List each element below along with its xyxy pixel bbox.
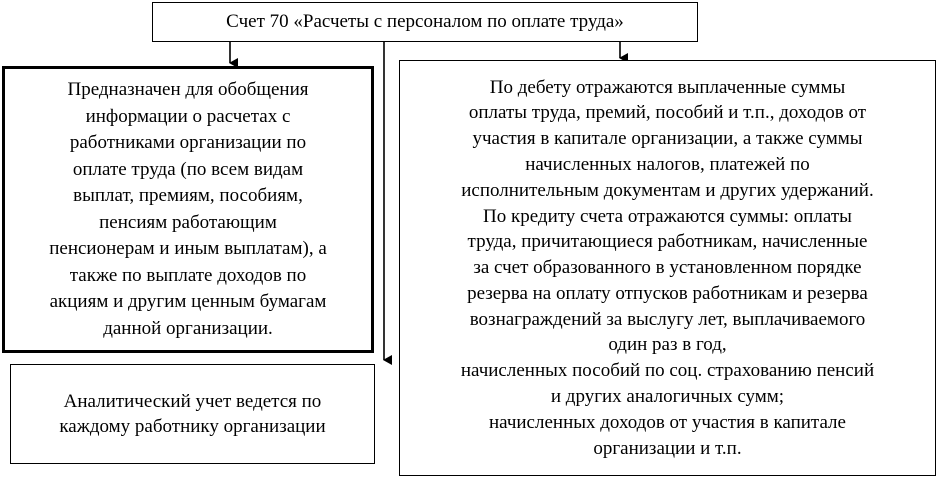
debit-credit-box	[399, 60, 936, 476]
debit-credit-text	[461, 75, 874, 462]
entries-line: исполнительным документам и других удержаний.	[461, 179, 874, 201]
purpose-line: акциям и другим ценным бумагам	[49, 291, 327, 312]
analytic-accounting-box	[10, 364, 375, 464]
entries-line: труда, причитающиеся работникам, начисленные	[467, 231, 868, 253]
entries-line: По кредиту счета отражаются суммы: оплаты	[483, 205, 852, 227]
analytic-line: каждому работнику организации	[59, 416, 326, 437]
purpose-line: пенсионерам и иным выплатам), а	[49, 238, 327, 259]
entries-line: за счет образованного в установленном порядке	[473, 257, 862, 279]
analytic-line: Аналитический учет ведется по	[63, 391, 322, 412]
purpose-line: выплат, премиям, пособиям,	[73, 185, 303, 206]
entries-line: начисленных налогов, платежей по	[525, 153, 810, 175]
purpose-line: работниками организации по	[69, 132, 307, 153]
entries-line: один раз в год,	[608, 334, 727, 356]
purpose-line: также по выплате доходов по	[69, 264, 307, 286]
entries-line: оплаты труда, премий, пособий и т.п., доходов от	[468, 102, 867, 124]
entries-line: начисленных доходов от участия в капитале	[488, 411, 846, 433]
account-title: Счет 70 «Расчеты с персоналом по оплате труда»	[226, 11, 624, 32]
purpose-text	[49, 77, 327, 342]
account-title-box	[152, 2, 698, 42]
entries-line: начисленных пособий по соц. страхованию пенсий	[460, 360, 875, 382]
purpose-line: информации о расчетах с	[85, 105, 291, 127]
purpose-line: Предназначен для обобщения	[67, 79, 309, 100]
entries-line: По дебету отражаются выплаченные суммы	[489, 76, 846, 98]
analytic-text	[59, 389, 325, 439]
entries-line: участия в капитале организации, а также суммы	[472, 128, 863, 150]
purpose-line: данной организации.	[103, 317, 273, 339]
entries-line: и других аналогичных сумм;	[550, 386, 785, 408]
entries-line: вознаграждений за выслугу лет, выплачиваемого	[469, 308, 866, 330]
entries-line: организации и т.п.	[593, 437, 742, 459]
purpose-line: оплате труда (по всем видам	[72, 158, 304, 180]
purpose-line: пенсиям работающим	[99, 211, 277, 233]
entries-line: резерва на оплату отпусков работникам и резерва	[467, 282, 868, 304]
purpose-box	[2, 66, 374, 353]
